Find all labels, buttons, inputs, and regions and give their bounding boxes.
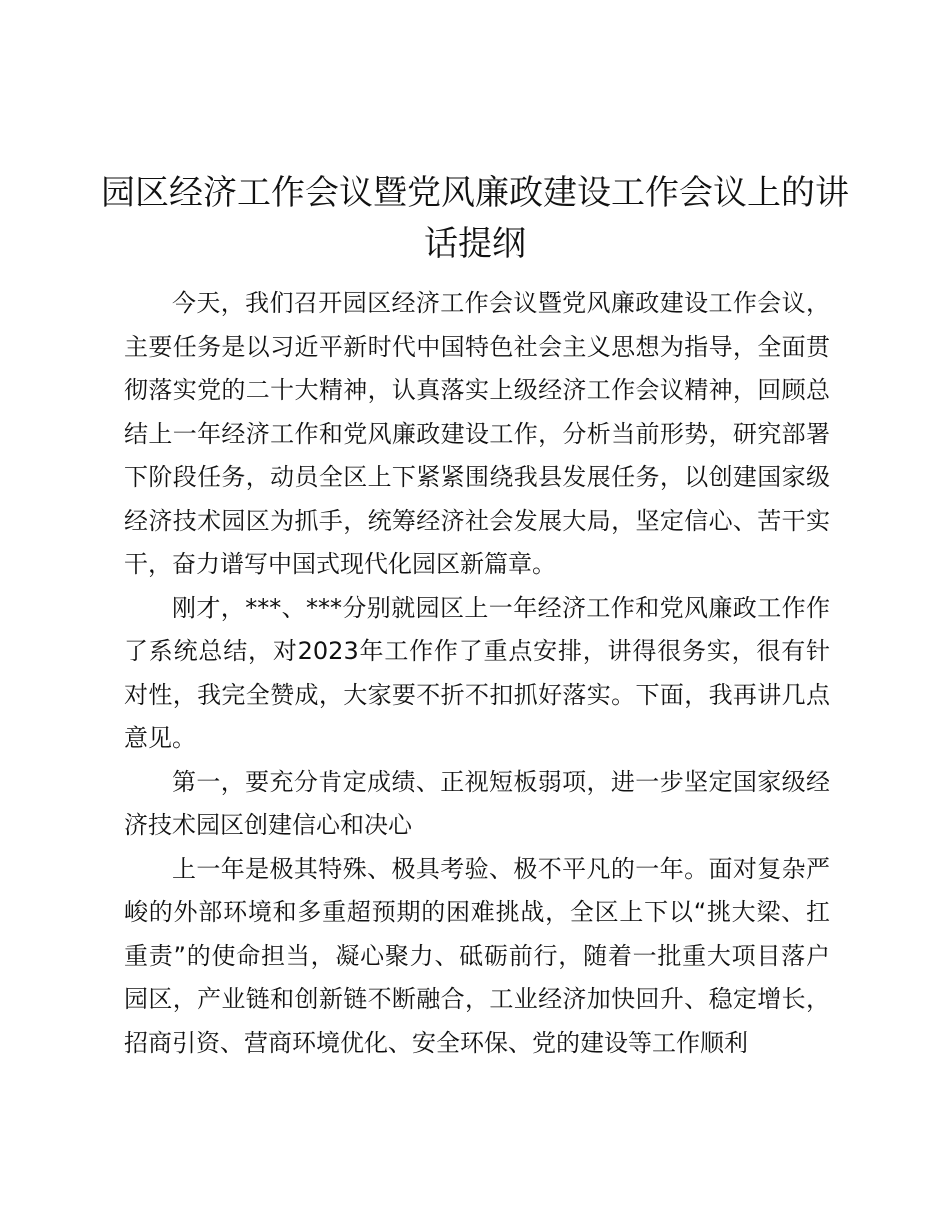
paragraph-review: 上一年是极其特殊、极具考验、极不平凡的一年。面对复杂严峻的外部环境和多重超预期的困难挑战，全区上下以“挑大梁、扛重责”的使命担当，凝心聚力、砥砺前行，随着一批重大项目落户园区，产业链和创新链不断融合，工业经济加快回升、稳定增长，招商引资、营商环境优化、安全环保、党的建设等工作顺利 [124, 854, 830, 1057]
paragraph-previous-remarks: 刚才，***、***分别就园区上一年经济工作和党风廉政工作作了系统总结，对2023年工作作了重点安排，讲得很务实，很有针对性，我完全赞成，大家要不折不扣抓好落实。下面，我再讲几点意见。 [124, 593, 830, 752]
paragraph-opening: 今天，我们召开园区经济工作会议暨党风廉政建设工作会议，主要任务是以习近平新时代中国特色社会主义思想为指导，全面贯彻落实党的二十大精神，认真落实上级经济工作会议精神，回顾总结上一年经济工作和党风廉政建设工作，分析当前形势，研究部署下阶段任务，动员全区上下紧紧围绕我县发展任务，以创建国家级经济技术园区为抓手，统筹经济社会发展大局，坚定信心、苦干实干，奋力谱写中国式现代化园区新篇章。 [124, 289, 830, 578]
document-body [124, 282, 830, 1065]
section-heading-first: 第一，要充分肯定成绩、正视短板弱项，进一步坚定国家级经济技术园区创建信心和决心 [124, 767, 830, 839]
document-title: 园区经济工作会议暨党风廉政建设工作会议上的讲话提纲 [101, 173, 849, 264]
